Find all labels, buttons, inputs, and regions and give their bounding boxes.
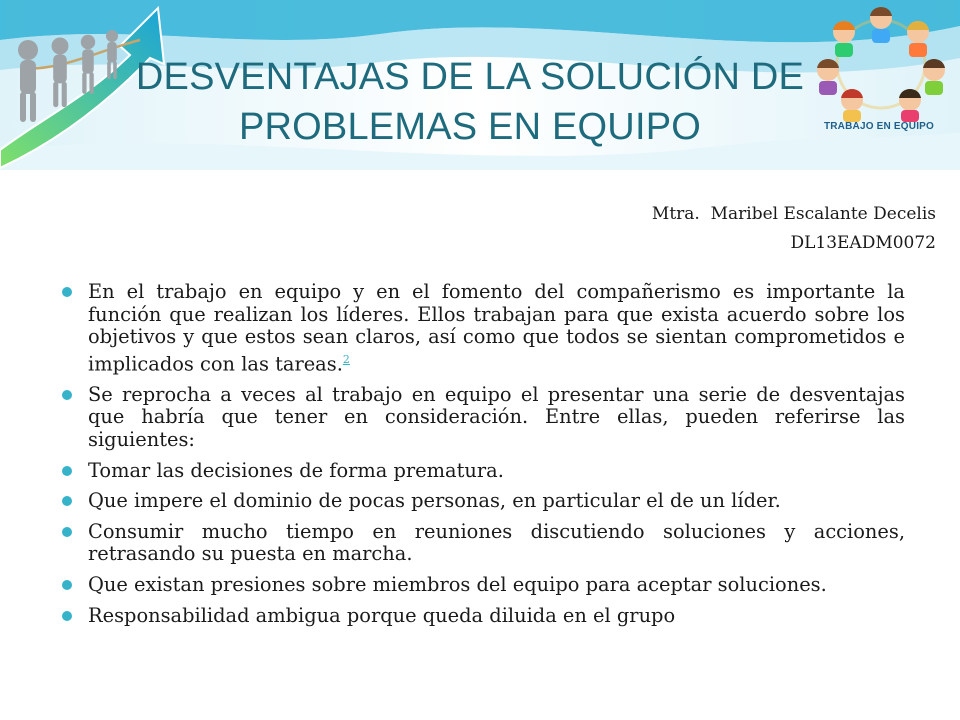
author-name: Mtra. Maribel Escalante Decelis (651, 204, 936, 224)
bullet-dot-icon (62, 527, 72, 537)
list-item (62, 605, 905, 628)
slide-title (110, 52, 830, 152)
list-item (62, 384, 905, 452)
bullet-text: Consumir mucho tiempo en reuniones discutiendo soluciones y acciones, retrasando su puesta en marcha. (88, 519, 905, 566)
bullet-dot-icon (62, 496, 72, 506)
list-item (62, 460, 905, 483)
footnote-link[interactable]: 2 (342, 352, 350, 366)
bullet-dot-icon (62, 580, 72, 590)
course-code: DL13EADM0072 (790, 233, 936, 253)
bullet-list (62, 281, 905, 635)
author-block (652, 200, 936, 258)
bullet-text: En el trabajo en equipo y en el fomento del compañerismo es importante la función que realizan los líderes. Ellos trabajan para que exista acuerdo sobre los objetivos y que estos sean claros, así como que todos se sientan comprometidos e implicados con las tareas. (88, 280, 905, 376)
bullet-text: Que impere el dominio de pocas personas, en particular el de un líder. (88, 489, 781, 513)
kids-ring-icon (817, 7, 945, 122)
bullet-text: Tomar las decisiones de forma prematura. (88, 458, 504, 482)
list-item (62, 490, 905, 513)
bullet-text: Se reprocha a veces al trabajo en equipo el presentar una serie de desventajas que habría que tener en consideración. Entre ellas, pueden referirse las siguientes: (88, 382, 905, 452)
list-item (62, 521, 905, 566)
bullet-dot-icon (62, 287, 72, 297)
bullet-dot-icon (62, 611, 72, 621)
title-line-1: DESVENTAJAS DE LA SOLUCIÓN DE (135, 56, 805, 98)
title-line-2: PROBLEMAS EN EQUIPO (238, 106, 702, 148)
list-item (62, 574, 905, 597)
bullet-dot-icon (62, 390, 72, 400)
list-item (62, 281, 905, 376)
bullet-dot-icon (62, 466, 72, 476)
logo-caption: TRABAJO EN EQUIPO (823, 121, 935, 132)
bullet-text: Responsabilidad ambigua porque queda diluida en el grupo (88, 603, 676, 627)
bullet-text: Que existan presiones sobre miembros del equipo para aceptar soluciones. (88, 573, 827, 596)
